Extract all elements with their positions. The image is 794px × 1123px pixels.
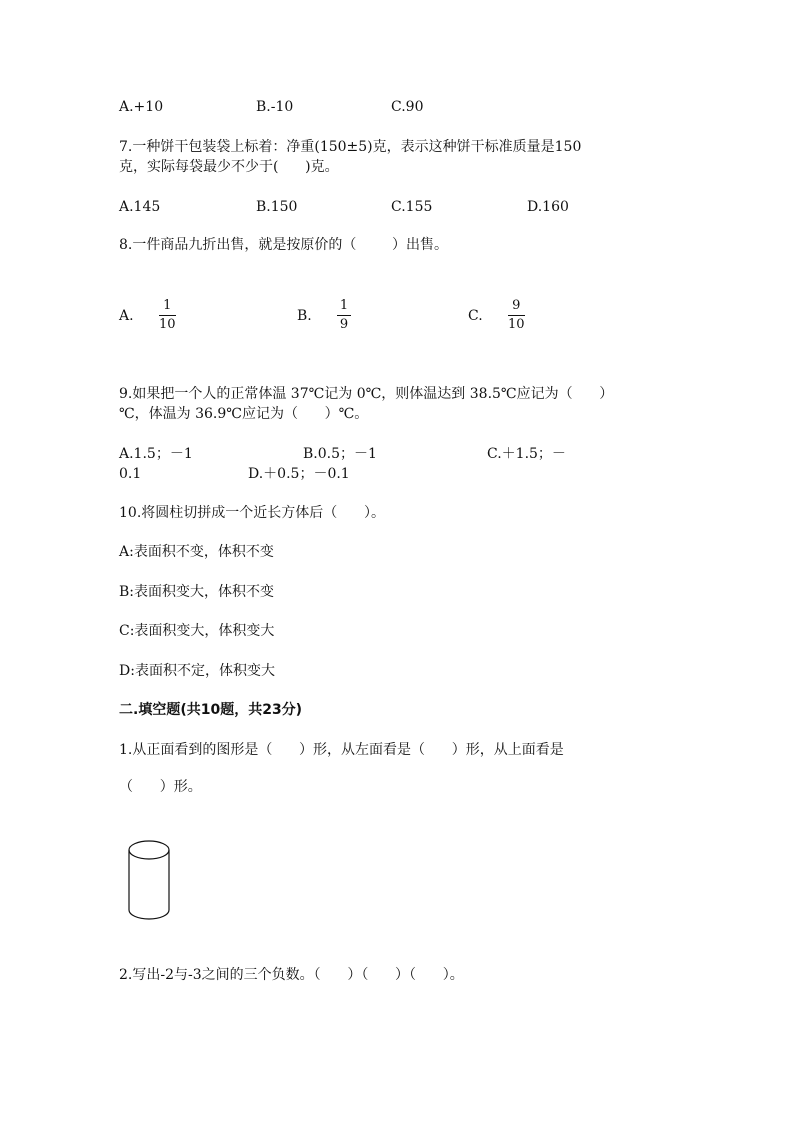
fraction-denominator: 10 [508, 317, 525, 332]
fraction-numerator: 1 [163, 298, 172, 313]
q7-stem-line1: 7.一种饼干包装袋上标着：净重(150±5)克，表示这种饼干标准质量是150 [119, 139, 582, 155]
q9-option-b: B.0.5；－1 [303, 446, 377, 462]
q6-option-a: A.+10 [119, 99, 164, 115]
q9-option-d: D.＋0.5；－0.1 [248, 466, 350, 482]
q8-option-a-fraction [159, 298, 176, 333]
q9-stem-line1: 9.如果把一个人的正常体温 37℃记为 0℃，则体温达到 38.5℃应记为（ ） [119, 386, 614, 402]
q10-option-c: C:表面积变大，体积变大 [119, 623, 275, 639]
q9-option-c: C.＋1.5；－ [487, 446, 566, 462]
q8-option-a-label: A. [119, 308, 134, 324]
q8-option-b-label: B. [297, 308, 312, 324]
q7-option-b: B.150 [256, 199, 298, 215]
q9-stem-line2: ℃，体温为 36.9℃应记为（ ）℃。 [119, 406, 369, 422]
q10-option-a: A:表面积不变，体积不变 [119, 544, 274, 560]
fraction-bar [159, 315, 176, 316]
q7-stem-line2: 克，实际每袋最少不少于( )克。 [119, 159, 339, 175]
fraction-bar [508, 315, 525, 316]
q10-option-d: D:表面积不定，体积变大 [119, 663, 275, 679]
q6-option-c: C.90 [391, 99, 424, 115]
q8-option-c-label: C. [468, 308, 483, 324]
fraction-numerator: 9 [512, 298, 521, 313]
q9-option-a: A.1.5；－1 [119, 446, 193, 462]
q8-stem: 8.一件商品九折出售，就是按原价的（ ）出售。 [119, 237, 448, 253]
f1-stem-line2: （ ）形。 [119, 779, 202, 795]
fraction-denominator: 9 [339, 317, 349, 332]
section-2-title: 二.填空题(共10题，共23分) [119, 702, 303, 718]
cylinder-figure [126, 838, 176, 922]
fraction-bar [337, 315, 351, 316]
q8-option-b-fraction [337, 298, 351, 333]
cylinder-bottom-arc [129, 910, 169, 919]
q8-option-c-fraction [508, 298, 525, 333]
q7-option-d: D.160 [527, 199, 569, 215]
q10-stem: 10.将圆柱切拼成一个近长方体后（ ）。 [119, 505, 385, 521]
fraction-denominator: 10 [159, 317, 176, 332]
q9-option-c-continued: 0.1 [119, 466, 142, 482]
q7-option-c: C.155 [391, 199, 433, 215]
q6-option-b: B.-10 [256, 99, 294, 115]
cylinder-top-ellipse [129, 841, 169, 859]
q7-option-a: A.145 [119, 199, 161, 215]
q10-option-b: B:表面积变大，体积不变 [119, 584, 275, 600]
fraction-numerator: 1 [339, 298, 349, 313]
f2-stem: 2.写出-2与-3之间的三个负数。（ ）（ ）（ ）。 [119, 967, 464, 983]
f1-stem-line1: 1.从正面看到的图形是（ ）形，从左面看是（ ）形，从上面看是 [119, 742, 564, 758]
